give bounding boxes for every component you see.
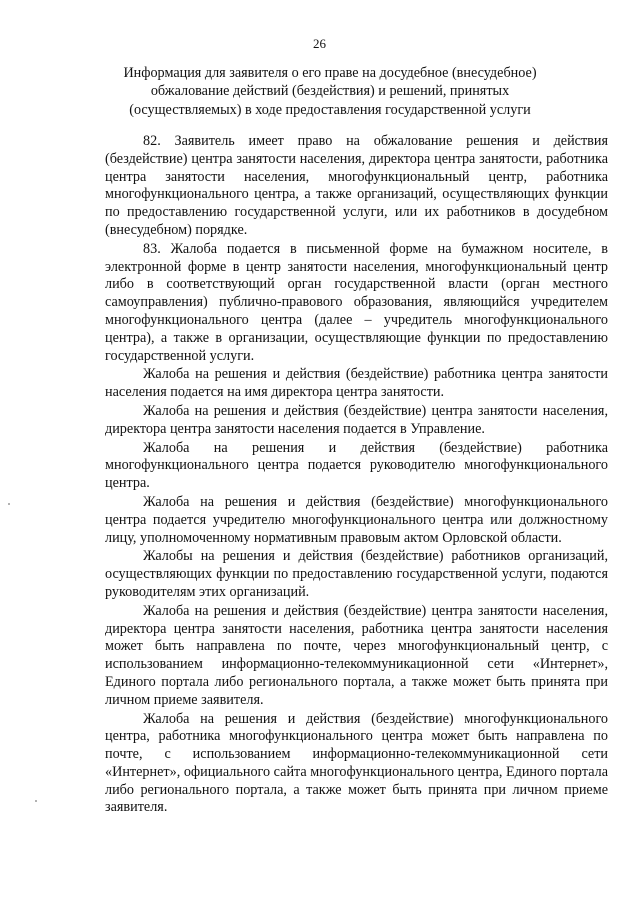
paragraph: Жалоба на решения и действия (бездействие) многофункционального центра подается учредителю многофункционального центра или должностному лицу, уполномоченному нормативным правовым актом Орловской области. xyxy=(105,493,608,546)
paragraph: Жалобы на решения и действия (бездействие) работников организаций, осуществляющих функции по предоставлению государственной услуги, подаются руководителям этих организаций. xyxy=(105,548,608,600)
paragraph: Жалоба на решения и действия (бездействие) многофункционального центра, работника многофункционального центра может быть направлена по почте, с использованием информационно-телекоммуникационной сети «Интернет», официального сайта многофункционального центра, Единого портала либо регионального портала, а также может быть принята при личном приеме заявителя. xyxy=(105,710,608,816)
document-body xyxy=(105,133,608,818)
page-number: 26 xyxy=(313,36,326,51)
paragraph: Жалоба на решения и действия (бездействие) центра занятости населения, директора центра занятости населения подается в Управление. xyxy=(105,402,608,437)
paragraph-83: 83. Жалоба подается в письменной форме на бумажном носителе, в электронной форме в центр занятости населения, многофункциональный центр либо в соответствующий орган государственной власти (орган местного самоуправления) публично-правового образования, являющийся учредителем многофункционального центра (далее – учредитель многофункционального центра), а также в организации, осуществляющие функции по предоставлению государственной услуги. xyxy=(105,240,608,364)
paragraph: Жалоба на решения и действия (бездействие) работника многофункционального центра подается руководителю многофункционального центра. xyxy=(105,439,608,492)
scan-dot-mark xyxy=(35,800,37,802)
paragraph: Жалоба на решения и действия (бездействие) центра занятости населения, директора центра занятости населения, работника центра занятости населения может быть направлена по почте, через многофункциональный центр, с использованием информационно-телекоммуникационной сети «Интернет», Единого портала либо регионального портала, а также может быть принята при личном приеме заявителя. xyxy=(105,602,608,708)
paragraph-82: 82. Заявитель имеет право на обжалование решения и действия (бездействие) центра занятости населения, директора центра занятости, работника центра занятости населения, многофункциональный центр, работника многофункционального центра, а также организаций, осуществляющих функции по предоставлению государственной услуги, или их работников в досудебном (внесудебном) порядке. xyxy=(105,133,608,238)
heading-line: (осуществляемых) в ходе предоставления государственной услуги xyxy=(129,101,531,118)
paragraph: Жалоба на решения и действия (бездействие) работника центра занятости населения подается на имя директора центра занятости. xyxy=(105,366,608,401)
heading-line: Информация для заявителя о его праве на досудебное (внесудебное) xyxy=(123,65,537,81)
scan-dot-mark xyxy=(8,503,10,505)
heading-line: обжалование действий (бездействия) и решений, принятых xyxy=(150,83,510,100)
section-heading xyxy=(120,64,540,119)
